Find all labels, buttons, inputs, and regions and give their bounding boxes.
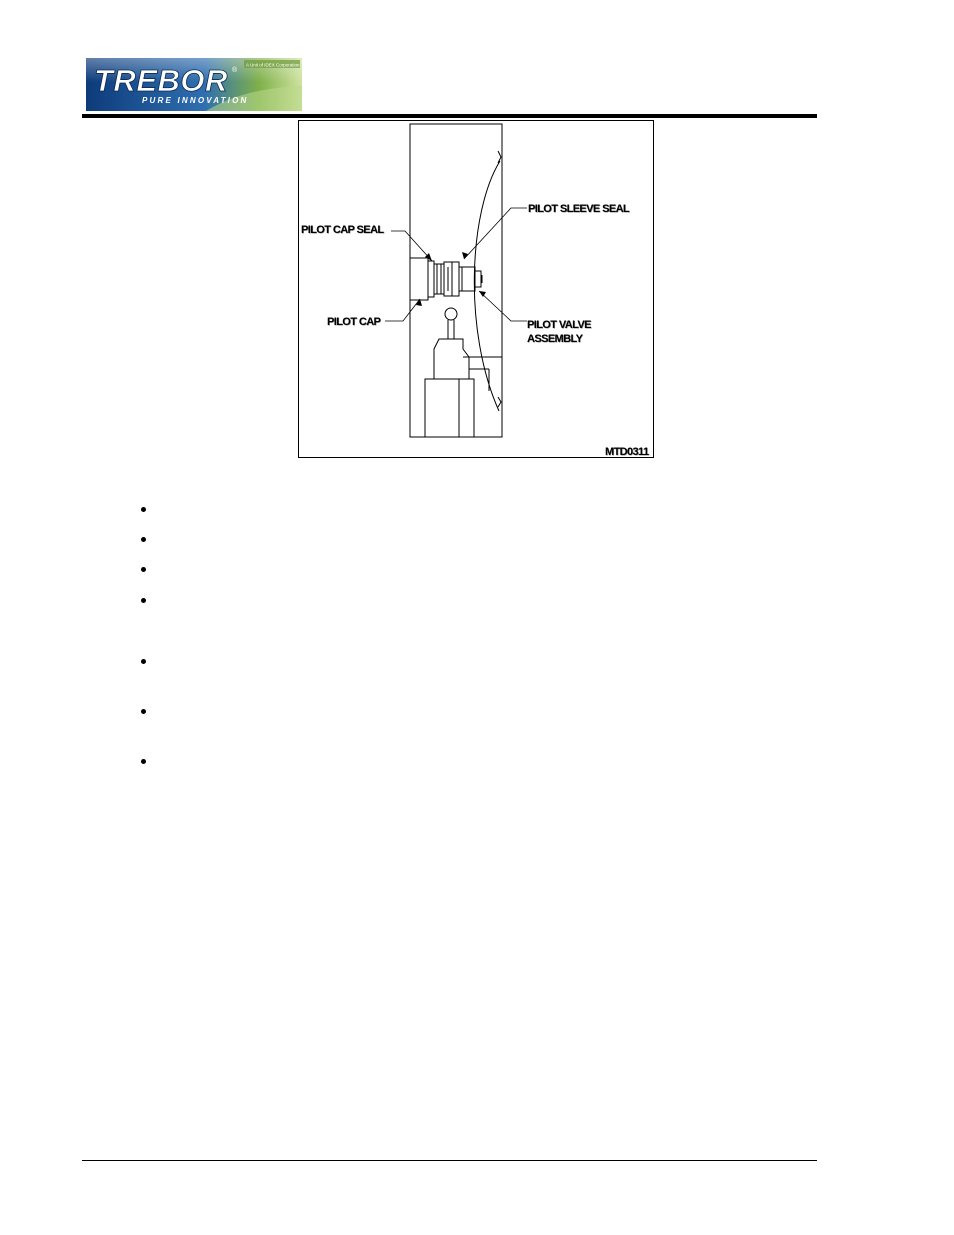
bullet-marker (141, 505, 149, 513)
bullet-marker (141, 565, 149, 573)
logo-tagline: PURE INNOVATION (142, 96, 249, 105)
bullet-marker (141, 657, 149, 665)
bullet-marker (141, 757, 149, 765)
label-pilot-cap-seal: PILOT CAP SEAL (301, 224, 384, 236)
bullet-marker (141, 535, 149, 543)
footer-rule (82, 1160, 817, 1161)
logo-word: TREBOR (94, 63, 228, 98)
label-pilot-valve-line2: ASSEMBLY (527, 333, 583, 345)
label-drawing-number: MTD0311 (605, 446, 649, 458)
bullet-marker (141, 596, 149, 604)
pilot-valve-drawing (299, 121, 655, 459)
logo-corner-text: A Unit of IDEX Corporation (246, 62, 300, 68)
label-pilot-cap: PILOT CAP (327, 316, 381, 328)
trebor-logo (86, 58, 302, 111)
label-pilot-sleeve-seal: PILOT SLEEVE SEAL (528, 203, 630, 215)
pilot-valve-figure (298, 120, 654, 458)
bullet-marker (141, 707, 149, 715)
svg-text:®: ® (232, 67, 238, 74)
label-pilot-valve-line1: PILOT VALVE (527, 319, 591, 331)
header-rule (82, 114, 817, 118)
